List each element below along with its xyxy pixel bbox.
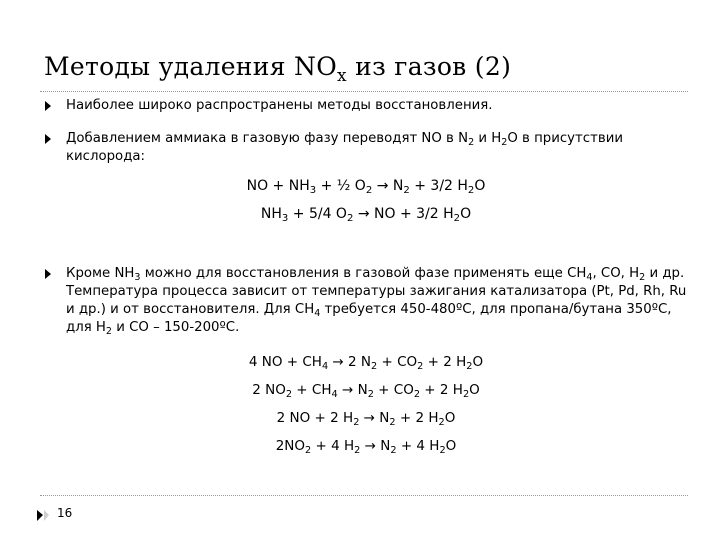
bullet-arrow-icon [45, 269, 51, 279]
bottom-divider [40, 495, 688, 496]
equation-nh3-2: $NH_3 + 5/4$ $O_2$ → NO + 3/2 $H_2O$ [260, 206, 472, 225]
bullet-text-2: Добавлением аммиака в газовую фазу переводят NO в $N_2$ и $H_2O$ в присутствии кислорода: [66, 131, 623, 164]
equation-ch4-2: 2 $NO_2 + CH_4 \to N_2 + CO_2 + 2$ $H_2O$ [252, 382, 480, 400]
equation-ch4-1: 4 NO + $CH_4 \to 2$ $N_2 + CO_2 + 2$ $H_2O$ [248, 354, 484, 372]
slide-corner-icon [36, 509, 50, 523]
page-number: 16 [57, 506, 73, 520]
equation-nh3-1: NO + $NH_3$ + ½ $O_2 \to N_2 + 3/2$ $H_2O$ [246, 178, 486, 197]
top-divider [40, 91, 688, 92]
equation-h2-2: $2NO_2 + 4$ $H_2 \to N_2 + 4$ $H_2O$ [275, 438, 457, 456]
bullet-arrow-icon [45, 134, 51, 144]
bullet-text-1: Наиболее широко распространены методы восстановления. [66, 98, 493, 113]
bullet-text-3: Кроме $NH_3$ можно для восстановления в газовой фазе применять еще $CH_4$, CO, $H_2$ и др. Температура процесса зависит от температуры зажигания катализатора (Pt, Pd, Rh, Ru и др.) и от восстановителя. Для $CH_4$ требуется 450-480ºС, для пропана/бутана 350ºС, для $H_2$ и CO – 150-200ºС. [66, 266, 687, 337]
equation-h2-1: 2 NO + 2 $H_2 \to N_2 + 2$ $H_2O$ [276, 410, 456, 428]
bullet-arrow-icon [45, 101, 51, 111]
slide-title: Методы удаления $NO_x$ из газов (2) [44, 52, 512, 86]
